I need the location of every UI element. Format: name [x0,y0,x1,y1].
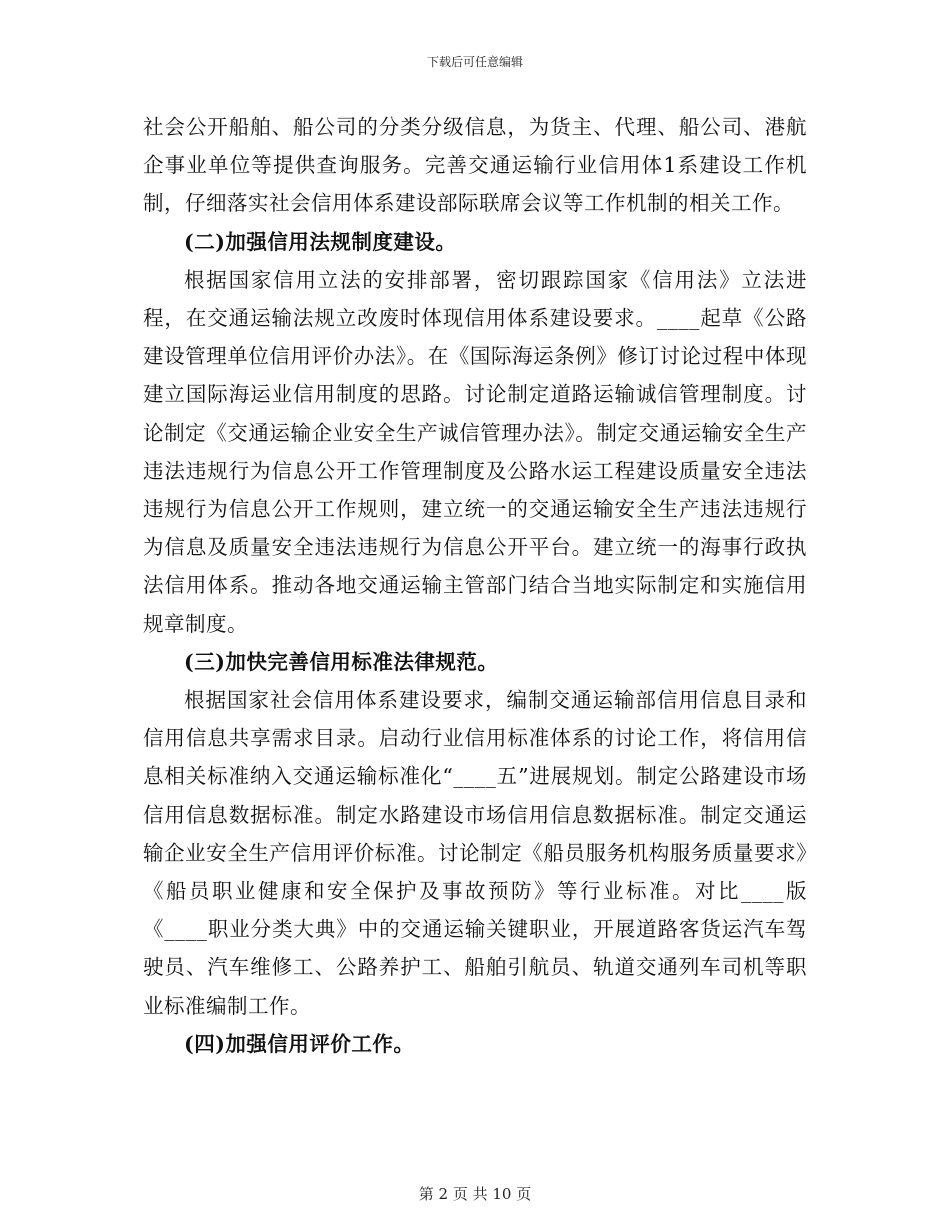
section-heading-2: (二)加强信用法规制度建设。 [184,229,457,254]
document-body [143,108,807,1063]
page-header-note: 下载后可任意编辑 [426,55,523,69]
paragraph-credit-legislation: 根据国家信用立法的安排部署，密切跟踪国家《信用法》立法进程，在交通运输法规立改废时体现信用体系建设要求。____起草《公路建设管理单位信用评价办法》。在《国际海运条例》修订讨论过程中体现建立国际海运业信用制度的思路。讨论制定道路运输诚信管理制度。讨论制定《交通运输企业安全生产诚信管理办法》。制定交通运输安全生产违法违规行为信息公开工作管理制度及公路水运工程建设质量安全违法违规行为信息公开工作规则，建立统一的交通运输安全生产违法违规行为信息及质量安全违法违规行为信息公开平台。建立统一的海事行政执法信用体系。推动各地交通运输主管部门结合当地实际制定和实施信用规章制度。 [143,267,807,636]
section-heading-4: (四)加强信用评价工作。 [184,1031,415,1056]
paragraph-continued: 社会公开船舶、船公司的分类分级信息，为货主、代理、船公司、港航企事业单位等提供查询服务。完善交通运输行业信用体1系建设工作机制，仔细落实社会信用体系建设部际联席会议等工作机制的相关工作。 [143,115,807,216]
section-heading-3: (三)加快完善信用标准法律规范。 [184,649,499,674]
page-number: 第 2 页 共 10 页 [418,1185,532,1203]
paragraph-credit-standards: 根据国家社会信用体系建设要求，编制交通运输部信用信息目录和信用信息共享需求目录。启动行业信用标准体系的讨论工作，将信用信息相关标准纳入交通运输标准化“____五”进展规划。制定公路建设市场信用信息数据标准。制定水路建设市场信用信息数据标准。制定交通运输企业安全生产信用评价标准。讨论制定《船员服务机构服务质量要求》《船员职业健康和安全保护及事故预防》等行业标准。对比____版《____职业分类大典》中的交通运输关键职业，开展道路客货运汽车驾驶员、汽车维修工、公路养护工、船舶引航员、轨道交通列车司机等职业标准编制工作。 [143,688,807,1018]
